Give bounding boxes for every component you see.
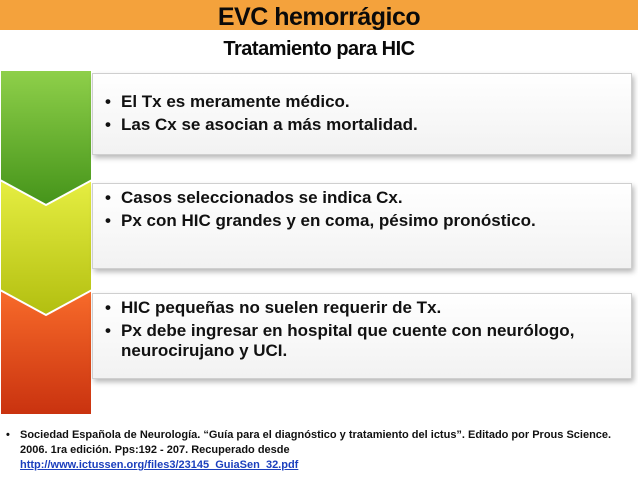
- step-2-item-1: • Casos seleccionados se indica Cx.: [103, 188, 621, 208]
- step-3-card: [92, 293, 632, 379]
- step-3-item-1: • HIC pequeñas no suelen requerir de Tx.: [103, 298, 621, 318]
- step-3-item-2: • Px debe ingresar en hospital que cuente con neurólogo, neurocirujano y UCI.: [103, 321, 621, 361]
- step-2-item-2: • Px con HIC grandes y en coma, pésimo pronóstico.: [103, 211, 621, 231]
- reference-bullet: •: [6, 429, 10, 441]
- page-title: EVC hemorrágico: [217, 3, 421, 31]
- step-1-item-2: • Las Cx se asocian a más mortalidad.: [103, 115, 621, 135]
- step-1-card: [92, 73, 632, 155]
- step-1-item-1: • El Tx es meramente médico.: [103, 92, 621, 112]
- reference-link[interactable]: http://www.ictussen.org/files3/23145_GuiaSen_32.pdf: [20, 459, 299, 471]
- step-2-card: [92, 183, 632, 269]
- reference-text: Sociedad Española de Neurología. “Guía para el diagnóstico y tratamiento del ictus”. Editado por Prous Science. 2006. 1ra edición. Pps:192 - 207. Recuperado desde: [20, 429, 612, 456]
- reference-note: [6, 428, 632, 473]
- page-subtitle: Tratamiento para HIC: [223, 38, 415, 60]
